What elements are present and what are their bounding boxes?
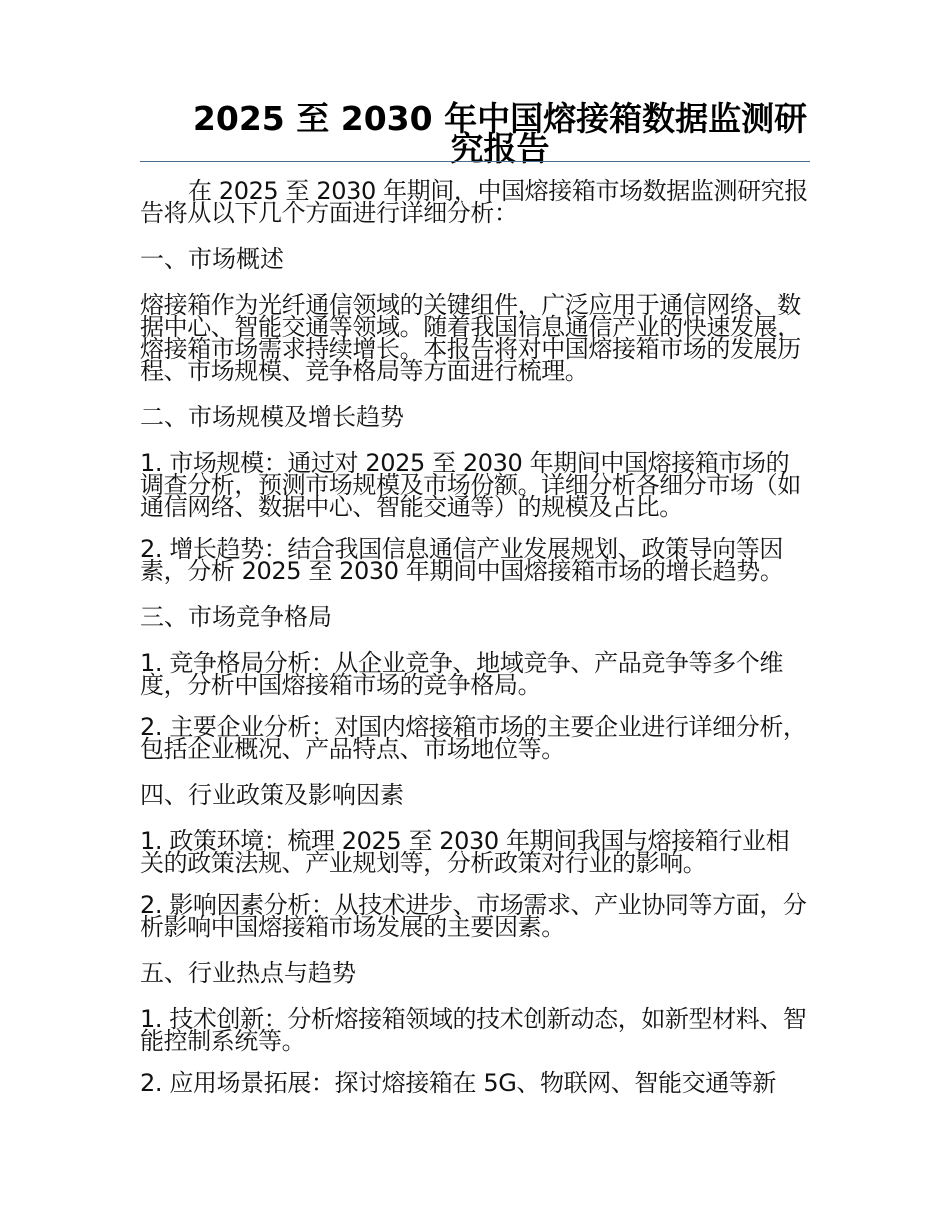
body-paragraph: 熔接箱作为光纤通信领域的关键组件，广泛应用于通信网络、数据中心、智能交通等领域。随着我国信息通信产业的快速发展，熔接箱市场需求持续增长。本报告将对中国熔接箱市场的发展历程、市场规模、竞争格局等方面进行梳理。 xyxy=(140,291,801,385)
body-paragraph: 1. 技术创新：分析熔接箱领域的技术创新动态，如新型材料、智能控制系统等。 xyxy=(140,1005,807,1055)
section-heading: 五、行业热点与趋势 xyxy=(140,959,356,987)
section-heading: 二、市场规模及增长趋势 xyxy=(140,403,404,431)
section-heading: 四、行业政策及影响因素 xyxy=(140,781,404,809)
body-paragraph: 1. 竞争格局分析：从企业竞争、地域竞争、产品竞争等多个维度，分析中国熔接箱市场的竞争格局。 xyxy=(140,649,783,699)
document-body xyxy=(140,177,810,1114)
intro-paragraph: 在 2025 至 2030 年期间，中国熔接箱市场数据监测研究报告将从以下几个方面进行详细分析： xyxy=(140,177,808,227)
body-paragraph: 1. 市场规模：通过对 2025 至 2030 年期间中国熔接箱市场的调查分析，预测市场规模及市场份额。详细分析各细分市场（如通信网络、数据中心、智能交通等）的规模及占比。 xyxy=(140,449,801,521)
section-heading: 一、市场概述 xyxy=(140,245,284,273)
title-divider xyxy=(140,161,810,162)
body-paragraph: 2. 应用场景拓展：探讨熔接箱在 5G、物联网、智能交通等新 xyxy=(140,1069,777,1097)
body-paragraph: 1. 政策环境：梳理 2025 至 2030 年期间我国与熔接箱行业相关的政策法规、产业规划等，分析政策对行业的影响。 xyxy=(140,827,790,877)
body-paragraph: 2. 影响因素分析：从技术进步、市场需求、产业协同等方面，分析影响中国熔接箱市场发展的主要因素。 xyxy=(140,891,807,941)
body-paragraph: 2. 增长趋势：结合我国信息通信产业发展规划、政策导向等因素，分析 2025 至 2030 年期间中国熔接箱市场的增长趋势。 xyxy=(140,535,784,585)
document-title: 2025 至 2030 年中国熔接箱数据监测研究报告 xyxy=(192,99,808,168)
body-paragraph: 2. 主要企业分析：对国内熔接箱市场的主要企业进行详细分析，包括企业概况、产品特点、市场地位等。 xyxy=(140,713,807,763)
section-heading: 三、市场竞争格局 xyxy=(140,603,332,631)
